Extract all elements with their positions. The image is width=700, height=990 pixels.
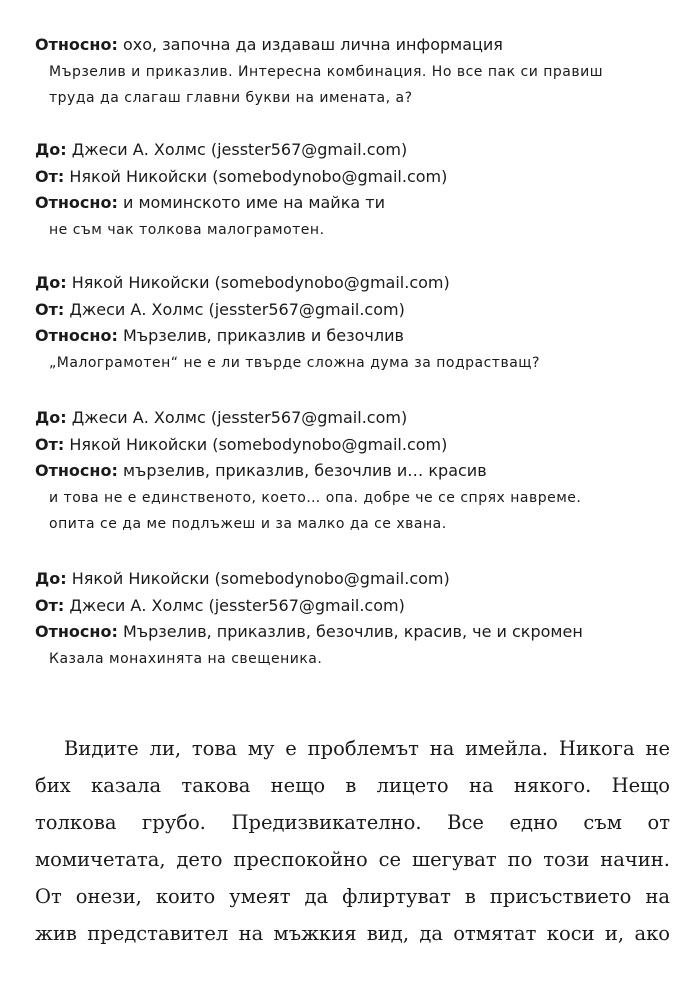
from-line	[35, 164, 675, 191]
to-value: Джеси А. Холмс (jesster567@gmail.com)	[71, 408, 408, 427]
email-message	[35, 270, 675, 376]
email-message	[35, 32, 675, 111]
subject-label: Относно:	[35, 35, 118, 54]
to-value: Някой Никойски (somebodynobo@gmail.com)	[71, 569, 450, 588]
email-message	[35, 405, 675, 537]
from-line	[35, 297, 675, 324]
from-label: От:	[35, 299, 65, 319]
subject-line	[35, 190, 675, 217]
prose-line: жив представител на мъжкия вид, да отмятат коси и, ако	[35, 922, 670, 945]
subject-value: Мързелив, приказлив и безочлив	[122, 326, 404, 345]
email-body-line: „Малограмотен“ не е ли твърде сложна дума за подрастващ?	[49, 354, 540, 371]
to-line	[35, 270, 675, 297]
prose-line: момичетата, дето преспокойно се шегуват по този начин.	[35, 848, 670, 871]
prose-paragraph	[35, 730, 670, 952]
email-message	[35, 137, 675, 243]
email-body-line: Казала монахинята на свещеника.	[49, 650, 323, 667]
subject-label: Относно:	[35, 461, 118, 480]
subject-label: Относно:	[35, 622, 118, 641]
from-label: От:	[35, 434, 65, 454]
from-value: Някой Никойски (somebodynobo@gmail.com)	[69, 434, 448, 454]
subject-value: и моминското име на майка ти	[122, 193, 385, 212]
prose-line: Видите ли, това му е проблемът на имейла. Никога не	[64, 737, 670, 760]
subject-value: мързелив, приказлив, безочлив и… красив	[122, 461, 487, 480]
subject-line	[35, 458, 675, 485]
from-value: Някой Никойски (somebodynobo@gmail.com)	[69, 166, 448, 186]
to-line	[35, 137, 675, 164]
email-body-line: опита се да ме подлъжеш и за малко да се хвана.	[49, 515, 447, 532]
from-value: Джеси А. Холмс (jesster567@gmail.com)	[69, 299, 405, 319]
prose-line: От онези, които умеят да флиртуват в присъствието на	[35, 885, 670, 908]
prose-line: толкова грубо. Предизвикателно. Все едно съм от	[35, 811, 670, 834]
subject-line	[35, 323, 675, 350]
email-message	[35, 566, 675, 672]
to-label: До:	[35, 140, 67, 159]
email-body-line: труда да слагаш главни букви на имената, а?	[49, 89, 413, 106]
subject-line	[35, 32, 675, 59]
from-label: От:	[35, 595, 65, 615]
to-label: До:	[35, 569, 67, 588]
from-line	[35, 593, 675, 620]
to-value: Някой Никойски (somebodynobo@gmail.com)	[71, 273, 450, 292]
to-label: До:	[35, 273, 67, 292]
email-body-line: Мързелив и приказлив. Интересна комбинация. Но все пак си правиш	[49, 63, 604, 80]
to-line	[35, 405, 675, 432]
email-body-line: не съм чак толкова малограмотен.	[49, 221, 325, 238]
to-value: Джеси А. Холмс (jesster567@gmail.com)	[71, 140, 408, 159]
subject-value: Мързелив, приказлив, безочлив, красив, че и скромен	[122, 622, 583, 641]
email-body-line: и това не е единственото, което… опа. добре че се спрях навреме.	[49, 489, 582, 506]
to-line	[35, 566, 675, 593]
subject-value: охо, започна да издаваш лична информация	[122, 35, 503, 54]
subject-label: Относно:	[35, 193, 118, 212]
to-label: До:	[35, 408, 67, 427]
prose-line: бих казала такова нещо в лицето на някого. Нещо	[35, 774, 670, 797]
from-label: От:	[35, 166, 65, 186]
from-value: Джеси А. Холмс (jesster567@gmail.com)	[69, 595, 405, 615]
from-line	[35, 432, 675, 459]
subject-line	[35, 619, 675, 646]
subject-label: Относно:	[35, 326, 118, 345]
